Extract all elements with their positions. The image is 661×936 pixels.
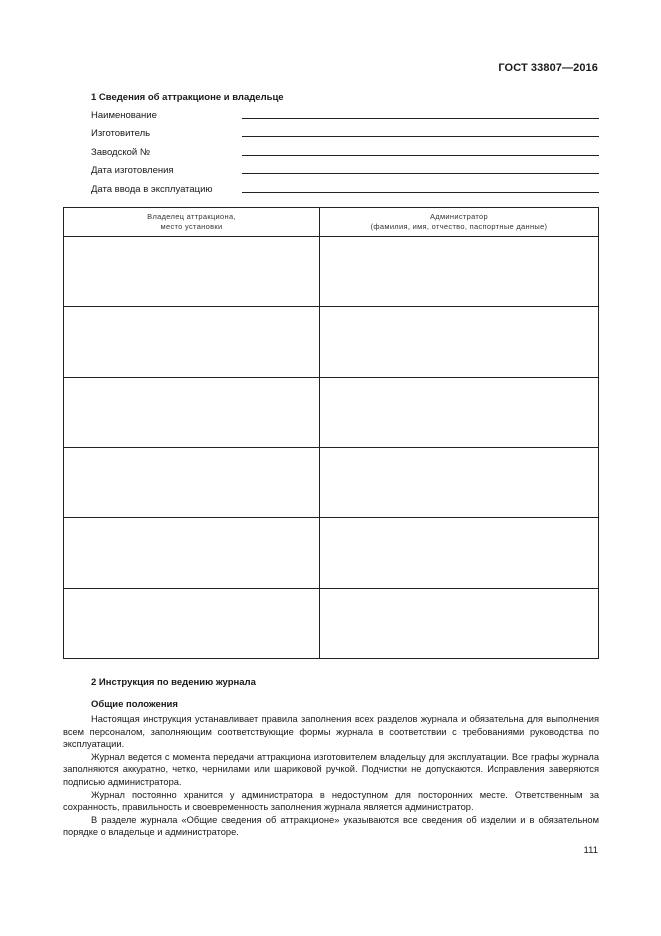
- owner-cell[interactable]: [64, 518, 320, 588]
- owner-cell[interactable]: [64, 307, 320, 377]
- table-row: [64, 307, 599, 377]
- field-serial-label: Заводской №: [91, 147, 151, 158]
- owner-cell[interactable]: [64, 588, 320, 658]
- table-row: [64, 518, 599, 588]
- admin-cell[interactable]: [320, 518, 599, 588]
- field-manufacturer-label: Изготовитель: [91, 128, 151, 139]
- field-name-label: Наименование: [91, 110, 157, 121]
- admin-cell[interactable]: [320, 447, 599, 517]
- field-commissioning-date-line[interactable]: [242, 192, 599, 193]
- field-serial-row: [91, 142, 599, 158]
- owner-header-line1: Владелец аттракциона,: [147, 212, 236, 221]
- section-1-title: 1 Сведения об аттракционе и владельце: [91, 92, 284, 103]
- instruction-text: [63, 713, 599, 839]
- table-row: [64, 377, 599, 447]
- table-row: [64, 447, 599, 517]
- owner-admin-table: [63, 207, 599, 659]
- admin-cell[interactable]: [320, 588, 599, 658]
- admin-cell[interactable]: [320, 237, 599, 307]
- field-commissioning-date-row: [91, 179, 599, 195]
- admin-column-header: [320, 208, 599, 237]
- field-name-row: [91, 105, 599, 121]
- owner-cell[interactable]: [64, 237, 320, 307]
- table-row: [64, 237, 599, 307]
- field-serial-line[interactable]: [242, 155, 599, 156]
- admin-header-line2: (фамилия, имя, отчество, паспортные данные): [370, 222, 548, 231]
- general-provisions-subtitle: Общие положения: [91, 699, 178, 710]
- owner-cell[interactable]: [64, 447, 320, 517]
- owner-column-header: [64, 208, 320, 237]
- paragraph: Журнал постоянно хранится у администратора в недоступном для посторонних месте. Ответственным за сохранность, правильность и своевременность заполнения журнала является администратор.: [63, 789, 599, 813]
- field-commissioning-date-label: Дата ввода в эксплуатацию: [91, 184, 213, 195]
- owner-cell[interactable]: [64, 377, 320, 447]
- admin-cell[interactable]: [320, 377, 599, 447]
- page-number: 111: [583, 845, 598, 856]
- section-2-title: 2 Инструкция по ведению журнала: [91, 677, 256, 688]
- field-name-line[interactable]: [242, 118, 599, 119]
- paragraph: Настоящая инструкция устанавливает правила заполнения всех разделов журнала и обязательна для выполнения всем персоналом, заполняющим соответствующие формы журнала в соответствии с требованиями руководства по эксплуатации.: [63, 714, 599, 750]
- paragraph: Журнал ведется с момента передачи аттракциона изготовителем владельцу для эксплуатации. Все графы журнала заполняются аккуратно, четко, чернилами или шариковой ручкой. Подчистки не допускаются. Исправления заверяются подписью администратора.: [63, 751, 599, 787]
- field-manufacturer-line[interactable]: [242, 136, 599, 137]
- field-manufacture-date-label: Дата изготовления: [91, 165, 174, 176]
- admin-header-line1: Администратор: [429, 212, 488, 221]
- field-manufacture-date-row: [91, 160, 599, 176]
- table-header-row: [64, 208, 599, 237]
- admin-cell[interactable]: [320, 307, 599, 377]
- standard-code: ГОСТ 33807—2016: [498, 62, 598, 74]
- paragraph: В разделе журнала «Общие сведения об аттракционе» указываются все сведения об изделии и в обязательном порядке о владельце и администраторе.: [63, 814, 599, 838]
- table-row: [64, 588, 599, 658]
- field-manufacture-date-line[interactable]: [242, 173, 599, 174]
- field-manufacturer-row: [91, 123, 599, 139]
- owner-header-line2: место установки: [160, 222, 223, 231]
